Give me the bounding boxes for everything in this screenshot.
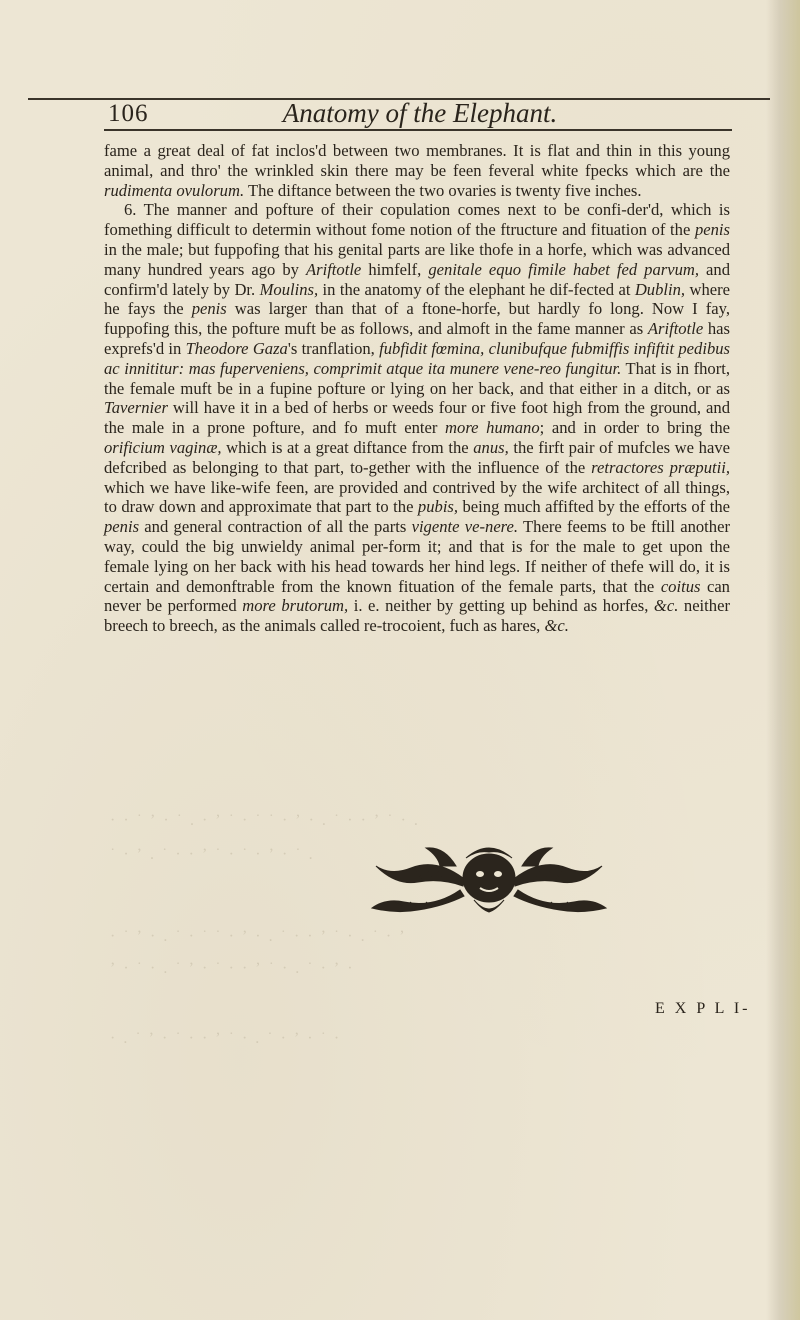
text-run: the firft pair of mufcles we have defcribed as belonging to that part, to-gether with the influence of the xyxy=(104,437,730,477)
show-through: · ˙ ʼ · . ˙ · ˙ ˙ · ʼ · . ˙ · · ʼ ˙ · . ˙ · ʼ xyxy=(110,928,407,945)
italic-text: Theodore Gaza xyxy=(185,338,288,358)
text-run: himfelf, xyxy=(361,259,429,279)
italic-text: vigente ve-nere. xyxy=(411,517,519,537)
show-through: ˙ · ʼ . ˙ · · ʼ ˙ · ˙ · ʼ · ˙ . xyxy=(110,846,315,863)
text-run: 's tranflation, xyxy=(287,338,380,358)
italic-text: penis xyxy=(191,299,227,319)
text-run: will have it in a bed of herbs or weeds four or five foot high from the ground, and the male in a prone pofture, and fo muft enter xyxy=(104,398,730,438)
text-run: has exprefs'd in xyxy=(104,319,730,358)
italic-text: Ariftotle xyxy=(305,259,362,279)
text-run: which we have like-wife feen, are provided and contrived by the wife architect of all things, to draw down and approximate that part to the xyxy=(104,477,730,517)
italic-text: penis xyxy=(694,220,730,240)
page-number: 106 xyxy=(108,100,149,127)
text-run: The diftance between the two ovaries is twenty five inches. xyxy=(244,180,642,200)
text-run: was larger than that of a ftone-horfe, but hardly fo long. Now I fay, fuppofing this, the pofture muft be as follows, and almoft in the fame manner as xyxy=(104,299,730,339)
body-text xyxy=(104,141,730,636)
catchword: E X P L I- xyxy=(655,1000,751,1017)
text-run: 6. The manner and pofture of their copulation comes next to be confi-der'd, which is fomething difficult to determin without fome notion of the ftructure and fituation of the xyxy=(104,200,730,240)
text-run: i. e. neither by getting up behind as horfes, xyxy=(348,596,654,616)
italic-text: penis xyxy=(104,517,140,537)
italic-text: fubfidit fœmina, clunibufque fubmiffis infiftit pedibus ac innititur: mas fuperveniens, comprimit atque ita munere vene-reo fungitur. xyxy=(104,338,731,378)
text-run: neither breech to breech, as the animals called re-trocoient, fuch as hares, xyxy=(104,596,730,636)
text-run: in the male; but fuppofing that his genital parts are like thofe in a horfe, which was advanced many hundred years ago by xyxy=(104,239,730,279)
italic-text: Tavernier xyxy=(104,398,168,418)
italic-text: retractores præputii, xyxy=(591,457,730,477)
show-through: · · ˙ ʼ · ˙ . · ʼ ˙ · ˙ ˙ · ʼ · . ˙ · · ʼ ˙ · . xyxy=(110,812,420,829)
italic-text: &c. xyxy=(544,616,569,636)
italic-text: &c. xyxy=(653,596,679,616)
text-run: fame a great deal of fat inclos'd between two membranes. It is flat and thin in this young animal, and thro' the wrinkled skin there may be feen feveral white fpecks which are the xyxy=(104,141,730,180)
text-run: and confirm'd lately by Dr. xyxy=(104,259,731,299)
text-run: in the anatomy of the elephant he dif-fected at xyxy=(318,279,635,299)
text-run: which is at a great diftance from the xyxy=(221,437,474,457)
italic-text: anus, xyxy=(473,437,509,457)
show-through: · . ˙ ʼ · ˙ · · ʼ ˙ · . ˙ · ʼ · ˙ · xyxy=(110,1030,342,1047)
italic-text: more brutorum, xyxy=(242,596,349,616)
text-run: There feems to be ftill another way, could the big unwieldy animal per-form it; and that is for the male to get upon the female lying on her back with his head towards her hind legs. If neither of thefe will do, it is certain and demonftrable from the known fituation of the female parts, that the xyxy=(104,517,730,596)
italic-text: Ariftotle xyxy=(647,319,704,339)
text-run: where he fays the xyxy=(104,279,731,319)
italic-text: genitale equo fimile habet fed parvum, xyxy=(428,259,700,279)
text-run: and general contraction of all the parts xyxy=(139,517,412,537)
ornament-tailpiece xyxy=(356,838,622,920)
text-run: That is in fhort, the female muft be in a fupine pofture or lying on her back, and that either in a ditch, or as xyxy=(104,358,730,398)
paragraph xyxy=(104,200,730,636)
page-edge-shadow xyxy=(766,0,800,1320)
italic-text: more humano xyxy=(445,418,540,438)
italic-text: Moulins, xyxy=(259,279,319,299)
text-run: can never be performed xyxy=(104,576,730,616)
running-head: Anatomy of the Elephant. xyxy=(282,98,558,128)
italic-text: coitus xyxy=(660,576,701,596)
italic-text: Dublin, xyxy=(634,279,686,299)
text-run: being much affifted by the efforts of the xyxy=(458,497,730,517)
paragraph xyxy=(104,141,730,200)
italic-text: rudimenta ovulorum. xyxy=(104,180,245,200)
show-through: ʼ · ˙ · . ˙ ʼ · ˙ · · ʼ ˙ · . ˙ · ʼ · xyxy=(110,960,355,977)
italic-text: orificium vaginæ, xyxy=(104,437,222,457)
italic-text: pubis, xyxy=(417,497,459,517)
header-rule xyxy=(104,129,732,131)
text-run: ; and in order to bring the xyxy=(539,418,730,438)
